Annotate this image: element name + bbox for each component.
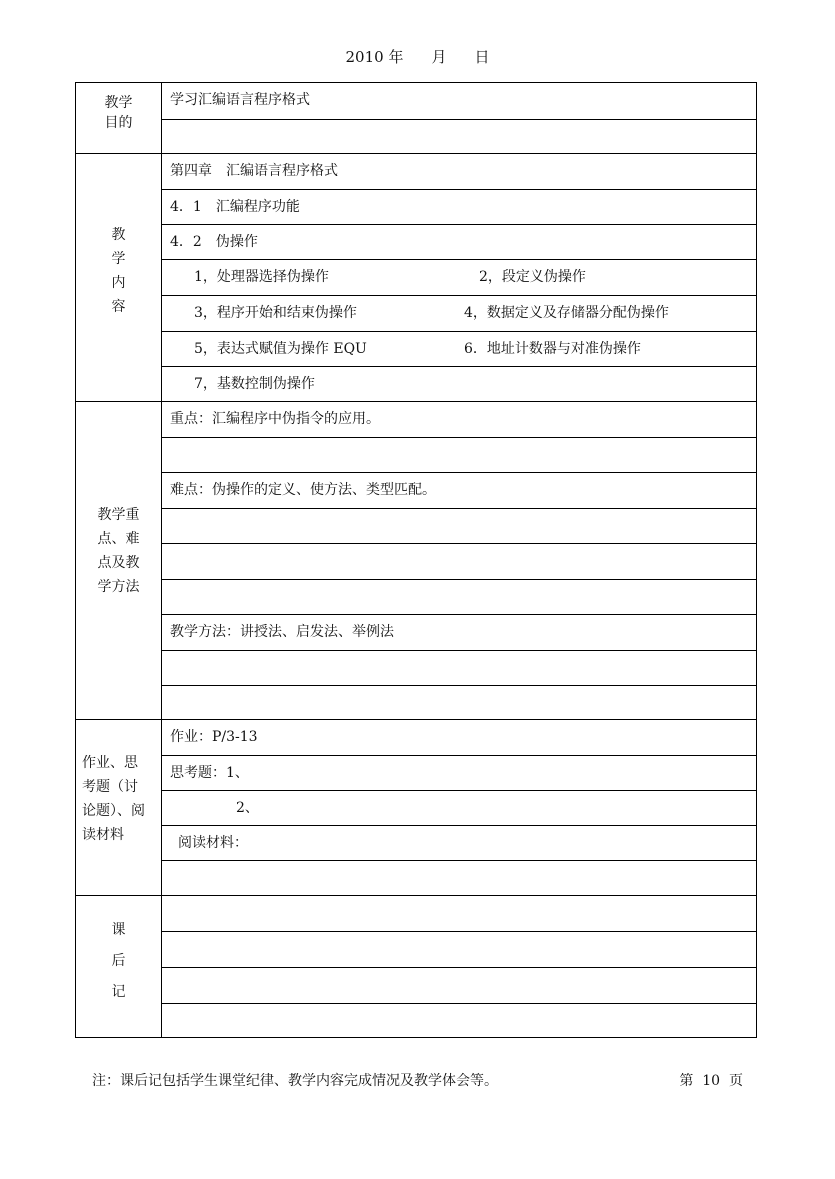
section-4-2: 4．2 伪操作 bbox=[170, 234, 258, 250]
row-divider bbox=[161, 543, 756, 544]
assignment-text: 作业：P/3-13 bbox=[170, 729, 258, 745]
row-divider bbox=[161, 931, 756, 932]
keypoints-label-line: 学方法 bbox=[97, 579, 140, 595]
row-divider bbox=[161, 119, 756, 120]
page-prefix: 第 bbox=[679, 1073, 694, 1089]
content-label-char: 内 bbox=[111, 275, 126, 291]
keypoints-label bbox=[76, 503, 161, 599]
question-1: 思考题：1、 bbox=[170, 765, 249, 781]
pseudo-op-item: 3，程序开始和结束伪操作 bbox=[194, 305, 357, 321]
row-divider bbox=[161, 967, 756, 968]
row-divider bbox=[161, 650, 756, 651]
homework-label-line: 作业、思 bbox=[82, 755, 138, 771]
afterclass-label-char: 后 bbox=[111, 953, 126, 969]
content-label bbox=[76, 223, 161, 319]
pseudo-op-item: 1，处理器选择伪操作 bbox=[194, 269, 329, 285]
purpose-label bbox=[76, 93, 161, 133]
chapter-title: 第四章 汇编语言程序格式 bbox=[170, 163, 338, 179]
pseudo-op-item: 2，段定义伪操作 bbox=[479, 269, 586, 285]
pseudo-op-item: 5，表达式赋值为操作 EQU bbox=[194, 341, 367, 357]
method-text: 教学方法：讲授法、启发法、举例法 bbox=[170, 624, 394, 640]
row-divider bbox=[161, 1003, 756, 1004]
column-divider bbox=[161, 83, 162, 1037]
row-divider bbox=[161, 437, 756, 438]
afterclass-label-char: 课 bbox=[111, 922, 126, 938]
purpose-text: 学习汇编语言程序格式 bbox=[170, 92, 310, 108]
reading-text: 阅读材料： bbox=[178, 835, 248, 851]
content-label-char: 学 bbox=[111, 251, 126, 267]
date-year: 2010 年 bbox=[345, 48, 404, 66]
homework-label-line: 论题）、阅 bbox=[82, 803, 145, 819]
row-divider bbox=[161, 508, 756, 509]
keypoints-label-line: 点及教 bbox=[97, 555, 140, 571]
homework-label-line: 读材料 bbox=[82, 827, 124, 843]
content-label-char: 教 bbox=[111, 227, 126, 243]
pseudo-op-item: 7，基数控制伪操作 bbox=[194, 376, 315, 392]
homework-label-line: 考题（讨 bbox=[82, 779, 138, 795]
pseudo-op-item: 4，数据定义及存储器分配伪操作 bbox=[464, 305, 669, 321]
lesson-plan-table bbox=[75, 82, 757, 1038]
date-day: 日 bbox=[474, 48, 490, 66]
content-label-char: 容 bbox=[111, 299, 126, 315]
keypoints-label-line: 教学重 bbox=[97, 507, 140, 523]
question-2: 2、 bbox=[236, 800, 259, 816]
homework-label bbox=[82, 751, 161, 847]
row-divider bbox=[161, 860, 756, 861]
focus-text: 重点：汇编程序中伪指令的应用。 bbox=[170, 411, 380, 427]
difficulty-text: 难点：伪操作的定义、使方法、类型匹配。 bbox=[170, 482, 436, 498]
page-suffix: 页 bbox=[729, 1073, 743, 1089]
row-divider bbox=[161, 685, 756, 686]
keypoints-label-line: 点、难 bbox=[97, 531, 140, 547]
date-line bbox=[0, 46, 835, 67]
purpose-label-line2: 目的 bbox=[104, 115, 133, 131]
footer-note: 注：课后记包括学生课堂纪律、教学内容完成情况及教学体会等。 bbox=[92, 1073, 498, 1089]
date-month: 月 bbox=[431, 48, 447, 66]
page-number bbox=[679, 1070, 743, 1090]
page-number-value: 10 bbox=[702, 1073, 721, 1089]
section-divider bbox=[76, 895, 756, 896]
section-4-1: 4．1 汇编程序功能 bbox=[170, 199, 300, 215]
purpose-label-line1: 教学 bbox=[104, 95, 133, 111]
afterclass-label bbox=[76, 915, 161, 1008]
row-divider bbox=[161, 579, 756, 580]
afterclass-label-char: 记 bbox=[111, 984, 126, 1000]
pseudo-op-item: 6．地址计数器与对准伪操作 bbox=[464, 341, 641, 357]
